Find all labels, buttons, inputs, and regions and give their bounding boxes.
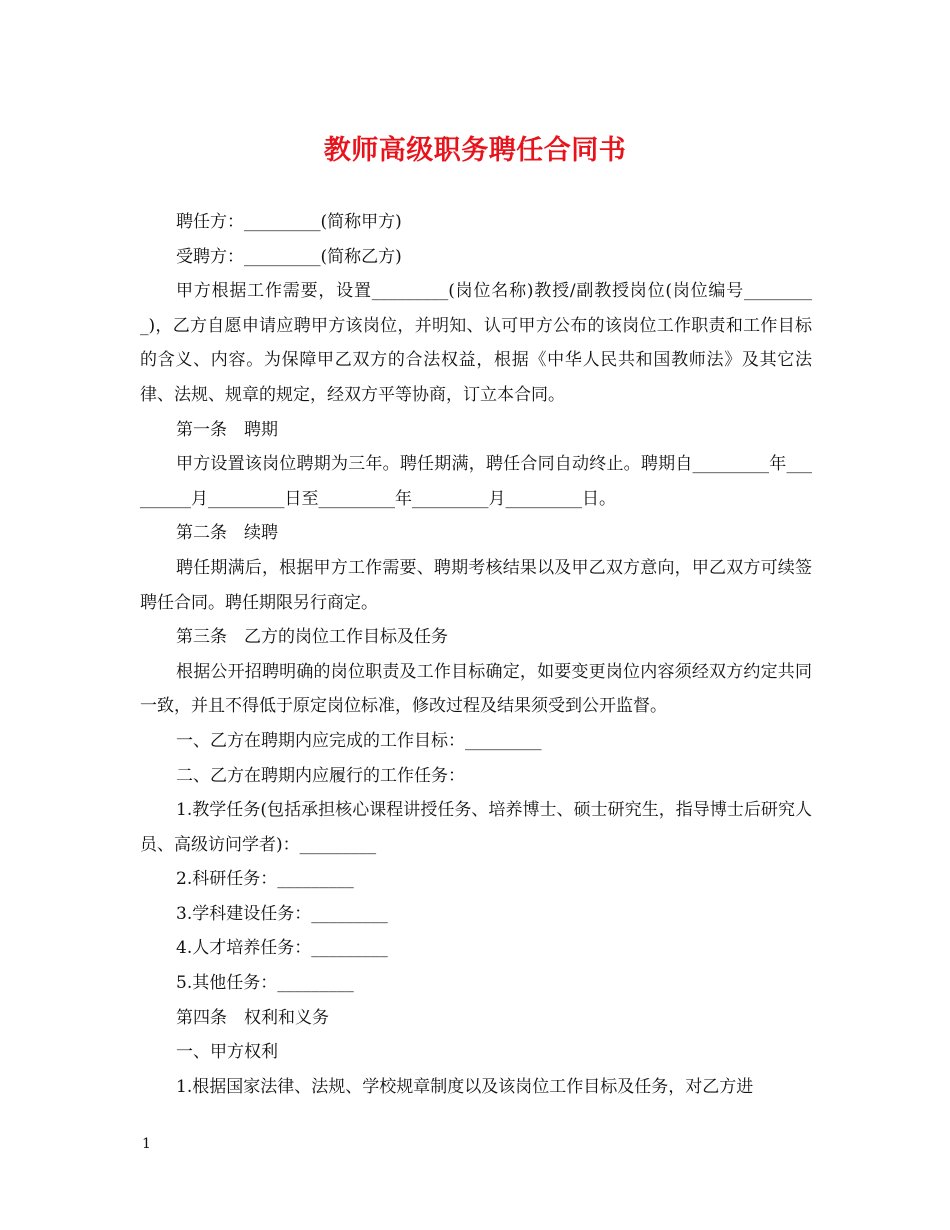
paragraph: 2.科研任务：_________ [176, 869, 354, 890]
paragraph: 第二条 续聘 [176, 523, 278, 544]
document-body [140, 205, 812, 1104]
paragraph: 一、乙方在聘期内应完成的工作目标：_________ [176, 730, 542, 751]
paragraph: 受聘方：_________(简称乙方) [176, 246, 402, 267]
paragraph: 根据公开招聘明确的岗位职责及工作目标确定，如要变更岗位内容须经双方约定共同一致，并且不得低于原定岗位标准，修改过程及结果须受到公开监督。 [140, 661, 812, 717]
paragraph: 1.根据国家法律、法规、学校规章制度以及该岗位工作目标及任务，对乙方进 [176, 1076, 754, 1097]
paragraph: 4.人才培养任务：_________ [176, 938, 388, 959]
paragraph: 聘任方：_________(简称甲方) [176, 212, 402, 232]
paragraph: 甲方根据工作需要，设置_________(岗位名称)教授/副教授岗位(岗位编号_________)，乙方自愿申请应聘甲方该岗位，并明知、认可甲方公布的该岗位工作职责和工作目标的含义、内容。为保障甲乙双方的合法权益，根据《中华人民共和国教师法》及其它法律、法规、规章的规定，经双方平等协商，订立本合同。 [140, 281, 812, 405]
paragraph: 5.其他任务：_________ [176, 973, 354, 994]
document-title: 教师高级职务聘任合同书 [323, 135, 627, 166]
paragraph: 聘任期满后，根据甲方工作需要、聘期考核结果以及甲乙双方意向，甲乙双方可续签聘任合同。聘任期限另行商定。 [140, 557, 812, 613]
paragraph: 甲方设置该岗位聘期为三年。聘任期满，聘任合同自动终止。聘期自_________年_________月_________日至_________年_________月_________日。 [140, 454, 812, 509]
paragraph: 1.教学任务(包括承担核心课程讲授任务、培养博士、硕士研究生，指导博士后研究人员、高级访问学者)：_________ [140, 800, 812, 855]
paragraph: 第三条 乙方的岗位工作目标及任务 [176, 627, 448, 648]
paragraph: 第一条 聘期 [176, 419, 278, 440]
page-number: 1 [142, 1136, 151, 1152]
paragraph: 二、乙方在聘期内应履行的工作任务： [176, 765, 465, 786]
paragraph: 第四条 权利和义务 [176, 1007, 329, 1028]
paragraph: 3.学科建设任务：_________ [176, 903, 388, 924]
paragraph: 一、甲方权利 [176, 1042, 278, 1063]
